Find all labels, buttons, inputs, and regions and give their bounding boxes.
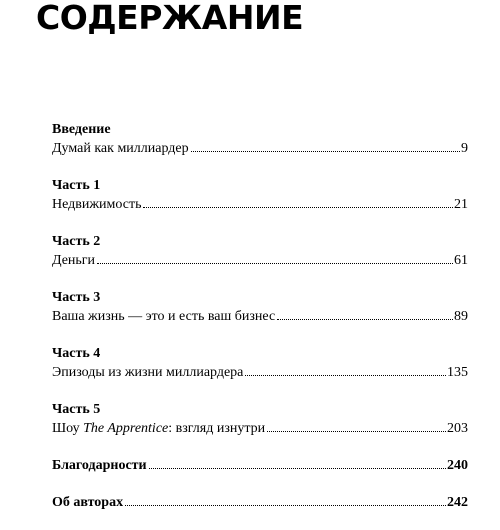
toc-section-part-4 <box>52 344 468 382</box>
toc-entry <box>52 195 468 214</box>
dot-leader <box>149 468 446 469</box>
section-label: Часть 4 <box>52 346 101 361</box>
toc-entry <box>52 363 468 382</box>
dot-leader <box>191 151 460 152</box>
page-number: 242 <box>447 495 468 510</box>
page-number: 135 <box>447 365 468 380</box>
entry-title-suffix: : взгляд изнутри <box>168 421 266 436</box>
toc-section-part-2 <box>52 232 468 270</box>
section-label: Введение <box>52 122 111 137</box>
table-of-contents <box>52 120 468 530</box>
toc-section-part-1 <box>52 176 468 214</box>
page-number: 61 <box>454 253 468 268</box>
page-title: СОДЕРЖАНИЕ <box>36 0 304 37</box>
dot-leader <box>125 505 446 506</box>
section-label: Часть 3 <box>52 290 101 305</box>
dot-leader <box>245 375 446 376</box>
page-number: 89 <box>454 309 468 324</box>
toc-section-acknowledgements <box>52 456 468 475</box>
section-label: Часть 5 <box>52 402 101 417</box>
section-label: Часть 2 <box>52 234 101 249</box>
page-number: 240 <box>447 458 468 473</box>
entry-title: Эпизоды из жизни миллиардера <box>52 365 244 380</box>
dot-leader <box>97 263 453 264</box>
entry-title: Деньги <box>52 253 96 268</box>
dot-leader <box>267 431 446 432</box>
toc-entry <box>52 493 468 512</box>
toc-section-about-authors <box>52 493 468 512</box>
toc-section-part-3 <box>52 288 468 326</box>
entry-title-italic: The Apprentice <box>83 421 169 436</box>
entry-title: Об авторах <box>52 495 124 510</box>
entry-title: Недвижимость <box>52 197 142 212</box>
toc-entry <box>52 139 468 158</box>
page-number: 21 <box>454 197 468 212</box>
dot-leader <box>277 319 453 320</box>
entry-title-prefix: Шоу <box>52 421 84 436</box>
toc-entry <box>52 456 468 475</box>
entry-title: Думай как миллиардер <box>52 141 189 156</box>
toc-section-part-5 <box>52 400 468 438</box>
page-number: 9 <box>461 141 468 156</box>
dot-leader <box>143 207 453 208</box>
toc-section-intro <box>52 120 468 158</box>
section-label: Часть 1 <box>52 178 101 193</box>
entry-title <box>52 419 265 438</box>
page-number: 203 <box>447 421 468 436</box>
toc-entry <box>52 251 468 270</box>
toc-entry <box>52 419 468 438</box>
toc-entry <box>52 307 468 326</box>
entry-title: Благодарности <box>52 458 147 473</box>
entry-title: Ваша жизнь — это и есть ваш бизнес <box>52 309 276 324</box>
